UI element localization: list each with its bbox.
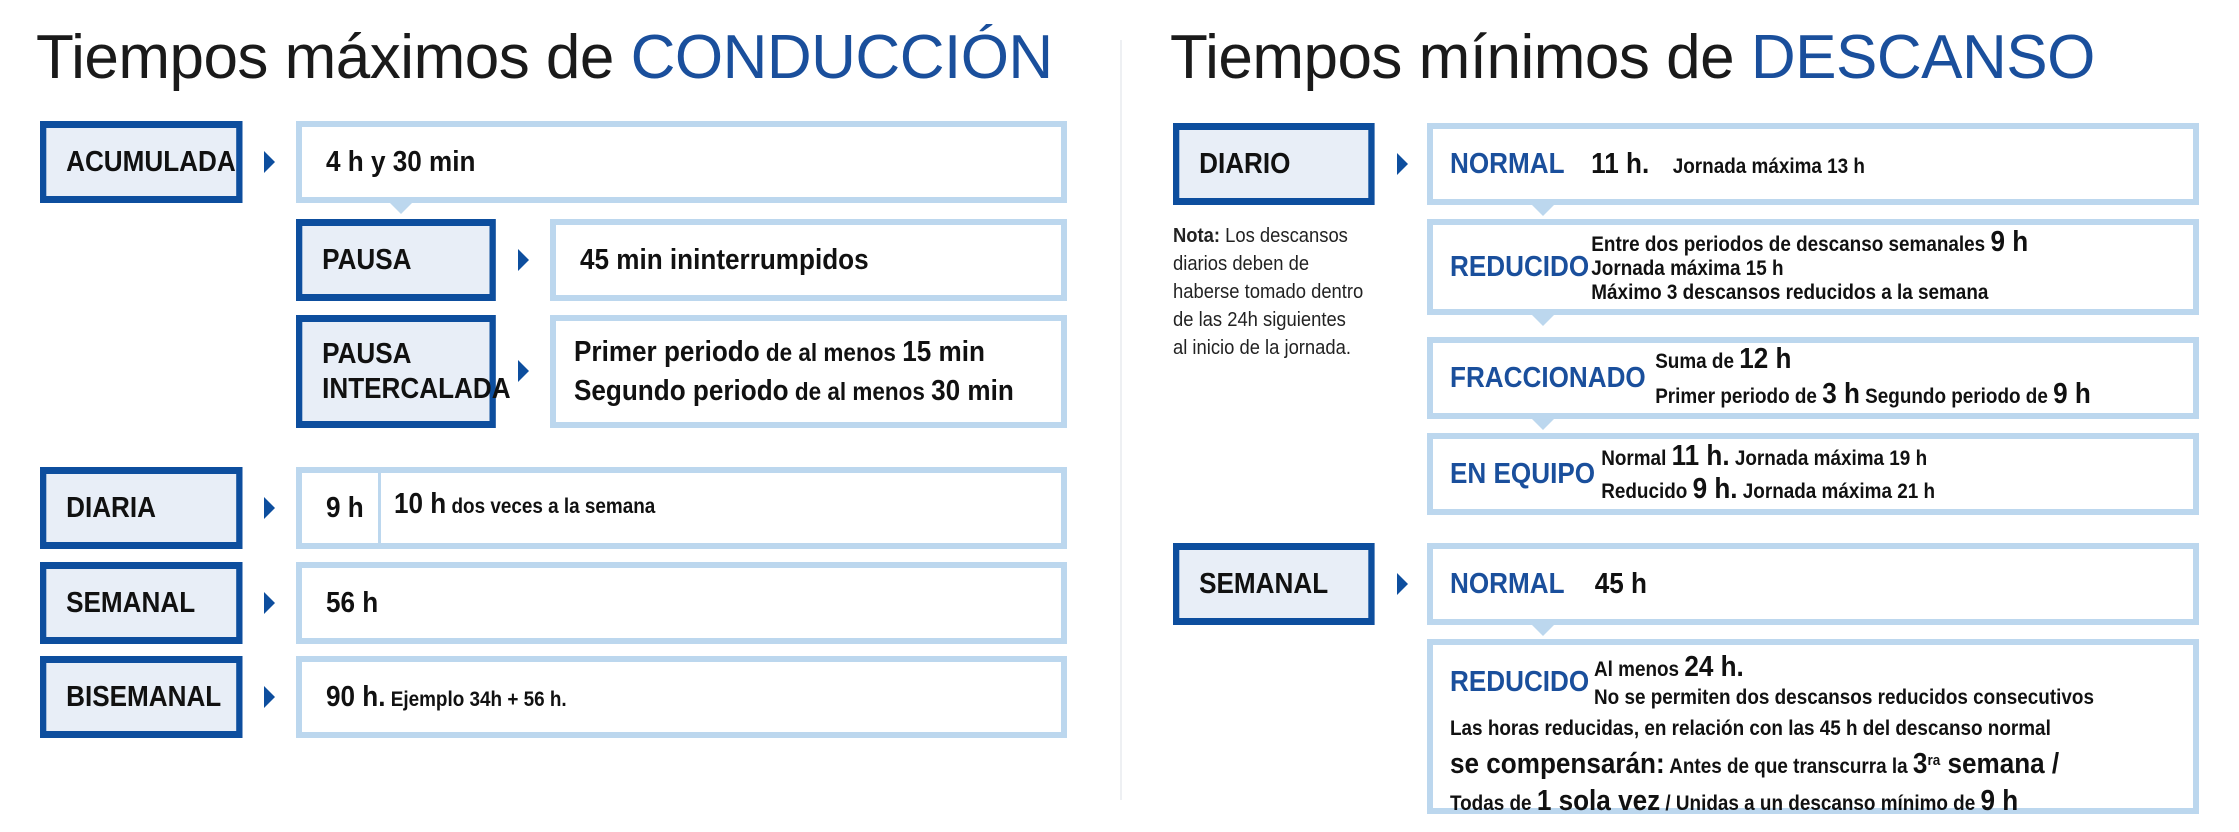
diaria-v1: 9 h xyxy=(326,491,364,524)
diaria-v2-note: dos veces a la semana xyxy=(446,495,656,518)
acumulada-notch xyxy=(390,203,412,214)
diaria-label-text: DIARIA xyxy=(66,491,157,524)
semanal-normal-tag: NORMAL xyxy=(1450,567,1565,600)
diario-reducido-notch xyxy=(1532,315,1554,326)
tercera-num: 3 xyxy=(1912,748,1928,780)
pausa-intercalada-label-line1: PAUSA xyxy=(322,337,412,370)
pausa-intercalada-value-box xyxy=(550,315,1067,428)
left-title-accent: CONDUCCIÓN xyxy=(630,23,1053,92)
diaria-separator xyxy=(378,473,381,543)
diaria-v2-wrap xyxy=(394,488,655,521)
reducido-line1-text: Entre dos periodos de descanso semanales xyxy=(1591,232,1991,256)
segundo-periodo-connector: de al menos xyxy=(788,377,932,406)
antes-de-que: Antes de que transcurra la xyxy=(1664,755,1913,778)
se-compensaran: se compensarán: xyxy=(1450,748,1665,780)
en-equipo-normal-label: Normal xyxy=(1601,447,1672,470)
pausa-intercalada-label-line2: INTERCALADA xyxy=(322,372,511,405)
tercera-sup: ra xyxy=(1927,752,1941,769)
semanal-value-box xyxy=(296,562,1067,644)
diario-normal-value: 11 h. xyxy=(1591,147,1650,180)
semanal-reducido-line2: No se permiten dos descansos reducidos consecutivos xyxy=(1594,686,2094,709)
pausa-label-text: PAUSA xyxy=(322,243,412,276)
una-sola-vez: 1 sola vez xyxy=(1536,785,1661,817)
en-equipo-line1 xyxy=(1601,441,1935,474)
semanal-normal-notch xyxy=(1532,625,1554,636)
pausa-arrow xyxy=(518,249,529,271)
note-bold: Nota: xyxy=(1173,225,1221,247)
note-line2: diarios deben de xyxy=(1173,253,1310,275)
semanal-value: 56 h xyxy=(326,586,379,619)
en-equipo-box xyxy=(1427,433,2199,515)
semanal-normal-value: 45 h xyxy=(1594,567,1648,600)
note-line3: haberse tomado dentro xyxy=(1173,281,1364,303)
semanal-descanso-label xyxy=(1173,543,1375,625)
semanal-reducido-line5 xyxy=(1450,784,2094,821)
en-equipo-normal-note: Jornada máxima 19 h xyxy=(1729,447,1928,470)
diario-reducido-tag: REDUCIDO xyxy=(1450,250,1590,283)
en-equipo-reducido-label: Reducido xyxy=(1601,480,1693,503)
fraccionado-line1-text: Suma de xyxy=(1655,350,1740,373)
bisemanal-value-box xyxy=(296,656,1067,738)
reducido-line3: Máximo 3 descansos reducidos a la semana xyxy=(1591,280,1989,304)
fraccionado-tag: FRACCIONADO xyxy=(1450,361,1646,394)
semana-text: semana / xyxy=(1940,748,2060,780)
fraccionado-second-value: 9 h xyxy=(2053,378,2091,410)
column-divider xyxy=(1120,40,1122,800)
semanal-label-text: SEMANAL xyxy=(66,586,196,619)
bisemanal-label-text: BISEMANAL xyxy=(66,680,222,713)
pausa-intercalada-line1 xyxy=(574,333,1014,372)
al-menos-value: 24 h. xyxy=(1684,651,1744,683)
bisemanal-value: 90 h. xyxy=(326,680,386,713)
diaria-label xyxy=(40,467,243,549)
acumulada-label-text: ACUMULADA xyxy=(66,145,236,178)
note-line4: de las 24h siguientes xyxy=(1173,309,1346,331)
fraccionado-line1 xyxy=(1655,343,2091,378)
reducido-line1-value: 9 h xyxy=(1990,225,2029,258)
en-equipo-line2 xyxy=(1601,474,1935,507)
semanal-arrow xyxy=(264,592,275,614)
acumulada-value: 4 h y 30 min xyxy=(326,145,476,178)
pausa-value-box xyxy=(550,219,1067,301)
semanal-reducido-line3: Las horas reducidas, en relación con las 45 h del descanso normal xyxy=(1450,717,2051,740)
bisemanal-label xyxy=(40,656,243,738)
left-title-prefix: Tiempos máximos de xyxy=(36,23,631,92)
primer-periodo-label: Primer periodo xyxy=(574,335,760,368)
fraccionado-first-value: 3 h xyxy=(1822,378,1860,410)
bisemanal-note: Ejemplo 34h + 56 h. xyxy=(385,687,567,711)
primer-periodo-value: 15 min xyxy=(902,335,985,368)
segundo-periodo-value: 30 min xyxy=(931,374,1014,407)
al-menos-label: Al menos xyxy=(1594,658,1685,681)
right-title xyxy=(1170,22,2095,93)
diario-reducido-box xyxy=(1427,219,2199,315)
note-line5: al inicio de la jornada. xyxy=(1173,337,1351,359)
semanal-reducido-line4 xyxy=(1450,744,2094,784)
acumulada-value-box xyxy=(296,121,1067,203)
diaria-arrow xyxy=(264,497,275,519)
pausa-intercalada-line2 xyxy=(574,372,1014,411)
acumulada-label xyxy=(40,121,243,203)
pausa-intercalada-arrow xyxy=(518,360,529,382)
fraccionado-second-label: Segundo periodo de xyxy=(1859,385,2054,408)
reducido-line2: Jornada máxima 15 h xyxy=(1591,256,1784,280)
pausa-value: 45 min ininterrumpidos xyxy=(580,243,869,276)
primer-periodo-connector: de al menos xyxy=(759,338,903,367)
segundo-periodo-label: Segundo periodo xyxy=(574,374,789,407)
fraccionado-sum-value: 12 h xyxy=(1739,343,1792,375)
bisemanal-arrow xyxy=(264,686,275,708)
diario-label xyxy=(1173,123,1375,205)
diario-note xyxy=(1173,222,1393,362)
right-title-accent: DESCANSO xyxy=(1750,23,2095,92)
reducido-line1 xyxy=(1591,225,2029,258)
semanal-reducido-tag: REDUCIDO xyxy=(1450,666,1590,698)
diario-normal-box xyxy=(1427,123,2199,205)
unidas-a: / Unidas a un descanso mínimo de xyxy=(1660,792,1981,815)
semanal-reducido-box xyxy=(1427,639,2199,817)
semanal-normal-box xyxy=(1427,543,2199,625)
note-line1: Los descansos xyxy=(1220,225,1348,247)
diario-label-text: DIARIO xyxy=(1199,147,1291,180)
diario-normal-notch xyxy=(1532,205,1554,216)
diario-arrow xyxy=(1397,153,1408,175)
diaria-v2: 10 h xyxy=(394,488,447,520)
todas-de: Todas de xyxy=(1450,792,1537,815)
en-equipo-tag: EN EQUIPO xyxy=(1450,457,1596,490)
fraccionado-line2 xyxy=(1655,378,2091,413)
diario-normal-tag: NORMAL xyxy=(1450,147,1565,180)
right-title-prefix: Tiempos mínimos de xyxy=(1170,23,1751,92)
semanal-reducido-line1 xyxy=(1594,653,2094,684)
fraccionado-notch xyxy=(1532,419,1554,430)
pausa-intercalada-label xyxy=(296,315,511,428)
pausa-label xyxy=(296,219,496,301)
left-title xyxy=(36,22,1053,93)
semanal-descanso-label-text: SEMANAL xyxy=(1199,567,1329,600)
fraccionado-box xyxy=(1427,337,2199,419)
semanal-label xyxy=(40,562,243,644)
fraccionado-first-label: Primer periodo de xyxy=(1655,385,1823,408)
semanal-descanso-arrow xyxy=(1397,573,1408,595)
en-equipo-normal-value: 11 h. xyxy=(1671,440,1730,472)
diario-normal-note: Jornada máxima 13 h xyxy=(1672,154,1865,178)
en-equipo-reducido-value: 9 h. xyxy=(1692,473,1738,505)
minimo-9h: 9 h xyxy=(1980,785,2019,817)
acumulada-arrow xyxy=(264,151,275,173)
en-equipo-reducido-note: Jornada máxima 21 h xyxy=(1737,480,1936,503)
